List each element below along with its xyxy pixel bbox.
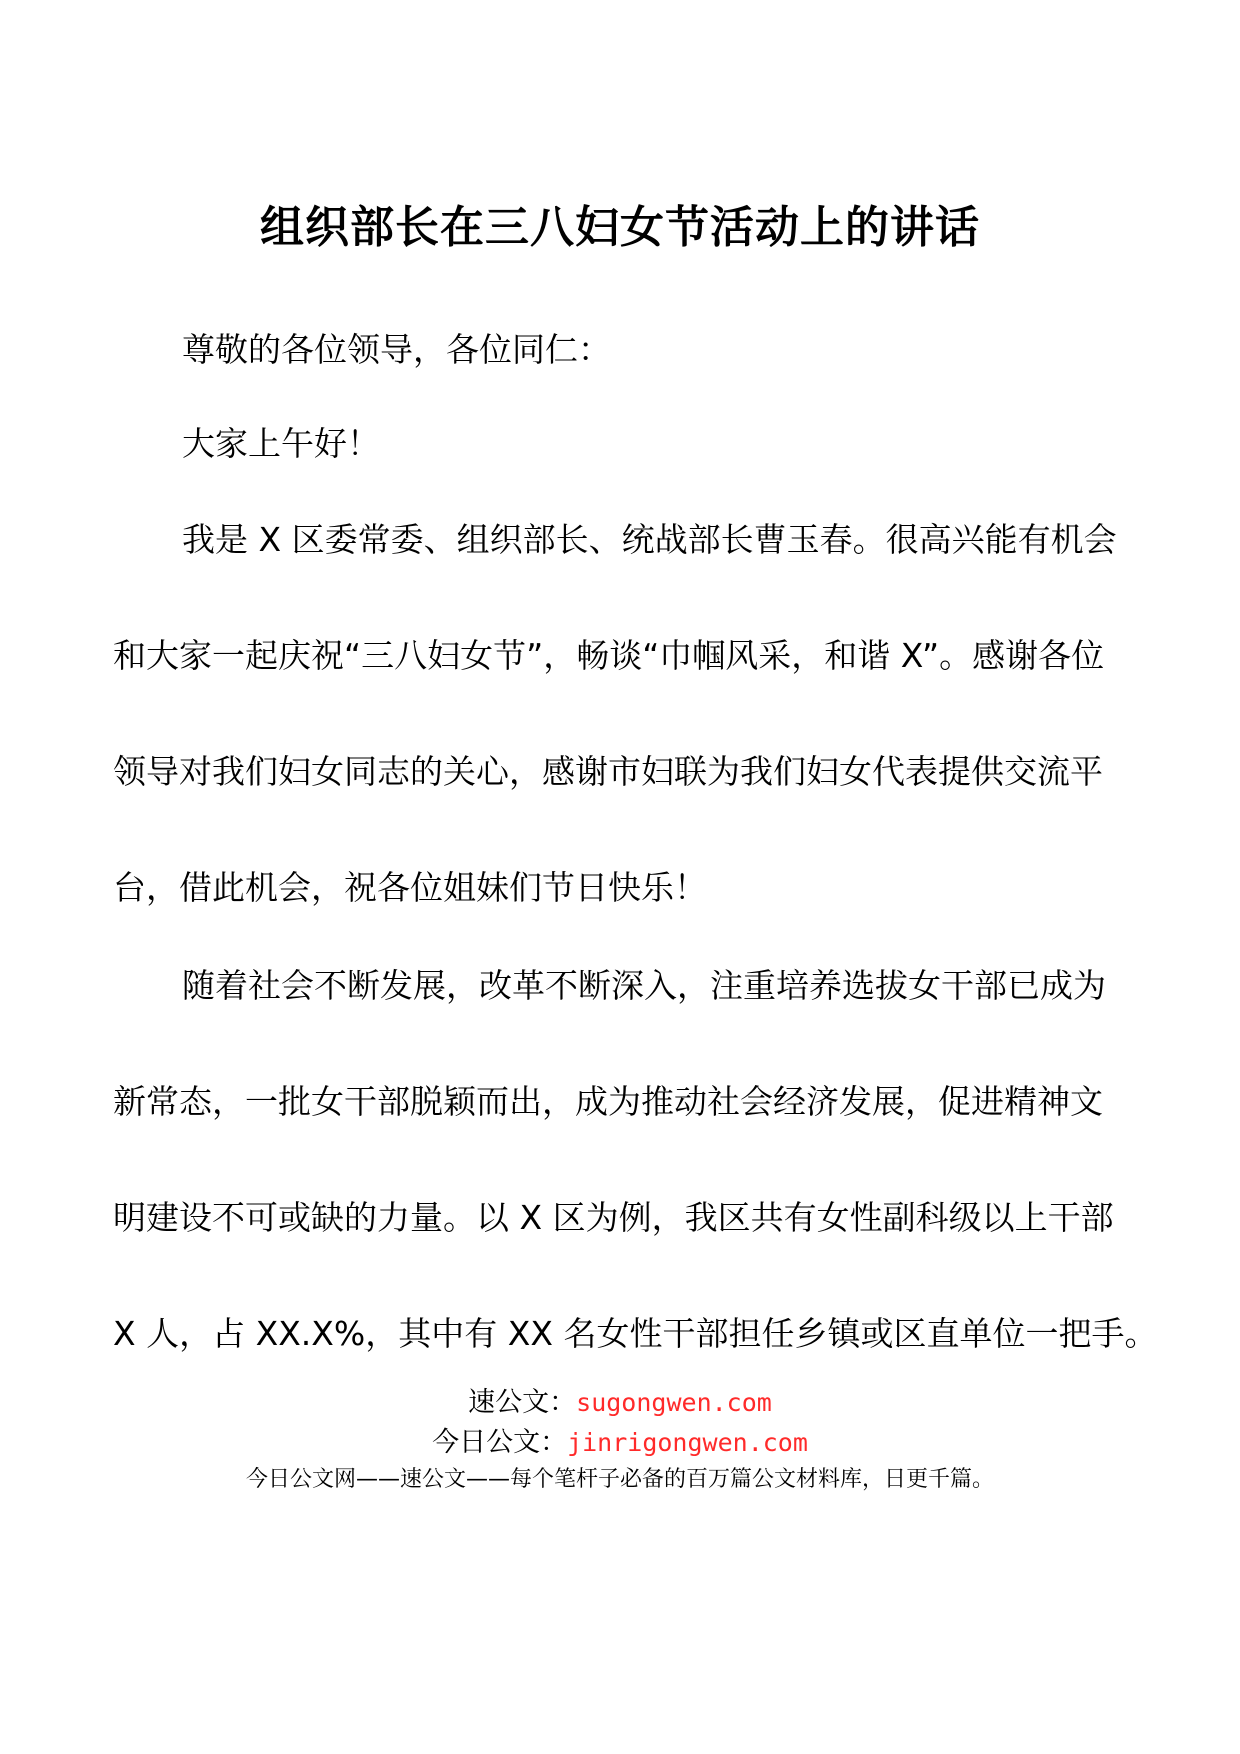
jinrigongwen-link[interactable]: jinrigongwen.com: [567, 1428, 808, 1457]
footer-label-sugongwen: 速公文：: [468, 1387, 577, 1418]
paragraph-line: 随着社会不断发展，改革不断深入，注重培养选拔女干部已成为: [182, 966, 1106, 1005]
paragraph-line: 和大家一起庆祝“三八妇女节”，畅谈“巾帼风采，和谐 X”。感谢各位: [113, 636, 1105, 675]
document-title: 组织部长在三八妇女节活动上的讲话: [260, 202, 980, 253]
footer-jinrigongwen: [0, 1420, 1240, 1459]
paragraph-line: 我是 X 区委常委、组织部长、统战部长曹玉春。很高兴能有机会: [182, 520, 1117, 559]
salutation: 尊敬的各位领导，各位同仁：: [182, 330, 611, 369]
paragraph-line: 新常态，一批女干部脱颖而出，成为推动社会经济发展，促进精神文: [113, 1082, 1103, 1121]
paragraph-line: 明建设不可或缺的力量。以 X 区为例，我区共有女性副科级以上干部: [113, 1198, 1114, 1237]
footer-tagline: 今日公文网——速公文——每个笔杆子必备的百万篇公文材料库，日更千篇。: [245, 1467, 994, 1492]
footer-sugongwen: [0, 1380, 1240, 1419]
footer-label-jinrigongwen: 今日公文：: [432, 1427, 568, 1458]
paragraph-line: 台，借此机会，祝各位姐妹们节日快乐！: [113, 868, 707, 907]
greeting: 大家上午好！: [182, 424, 380, 463]
sugongwen-link[interactable]: sugongwen.com: [576, 1388, 772, 1417]
paragraph-line: 领导对我们妇女同志的关心，感谢市妇联为我们妇女代表提供交流平: [113, 752, 1103, 791]
paragraph-line: X 人，占 XX.X%，其中有 XX 名女性干部担任乡镇或区直单位一把手。: [113, 1314, 1158, 1353]
